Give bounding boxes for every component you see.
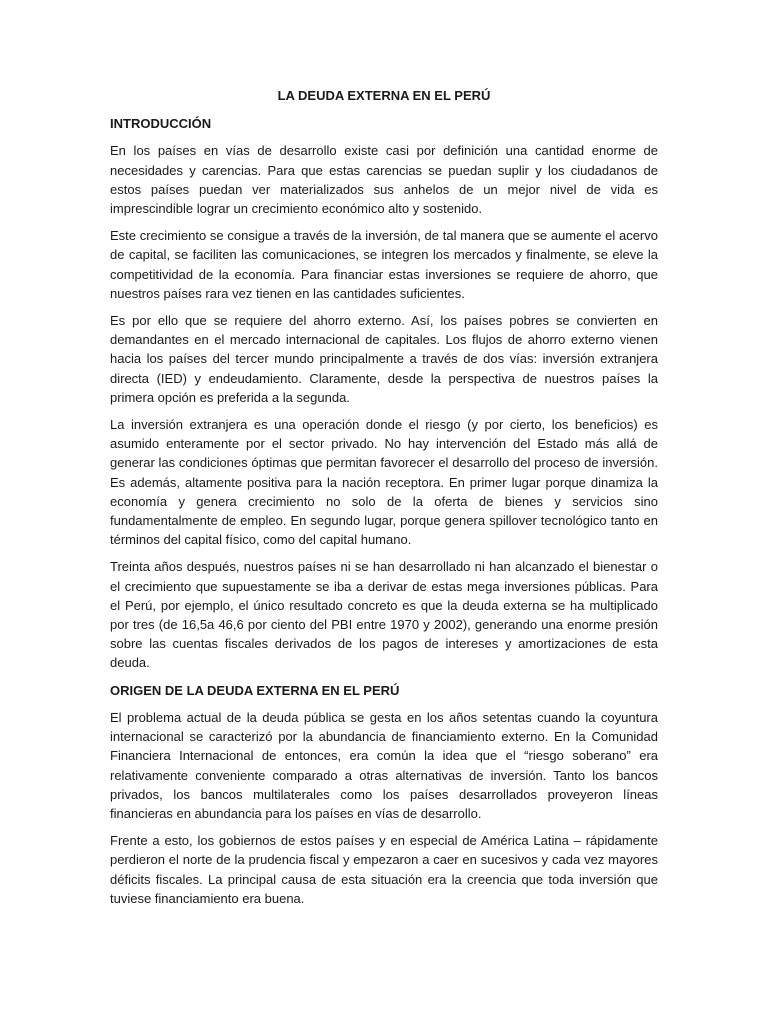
paragraph: Frente a esto, los gobiernos de estos países y en especial de América Latina – rápidamente perdieron el norte de la prudencia fiscal y empezaron a caer en sucesivos y cada vez mayores déficits fiscales. La principal causa de esta situación era la creencia que toda inversión que tuviese financiamiento era buena.	[110, 833, 658, 906]
section-origen	[110, 681, 658, 908]
document-title: LA DEUDA EXTERNA EN EL PERÚ	[277, 88, 491, 103]
paragraph: Este crecimiento se consigue a través de la inversión, de tal manera que se aumente el acervo de capital, se faciliten las comunicaciones, se integren los mercados y finalmente, se eleve la competitividad de la economía. Para financiar estas inversiones se requiere de ahorro, que nuestros países rara vez tienen en las cantidades suficientes.	[110, 228, 658, 301]
paragraph: En los países en vías de desarrollo existe casi por definición una cantidad enorme de necesidades y carencias. Para que estas carencias se puedan suplir y los ciudadanos de estos países puedan ver materializados sus anhelos de un mejor nivel de vida es imprescindible lograr un crecimiento económico alto y sostenido.	[110, 143, 658, 217]
document-page	[110, 86, 658, 916]
section-heading: ORIGEN DE LA DEUDA EXTERNA EN EL PERÚ	[110, 682, 400, 698]
paragraph: La inversión extranjera es una operación donde el riesgo (y por cierto, los beneficios) es asumido enteramente por el sector privado. No hay intervención del Estado más allá de generar las condiciones óptimas que permitan favorecer el desarrollo del proceso de inversión. Es además, altamente positiva para la nación receptora. En primer lugar porque dinamiza la economía y genera crecimiento no solo de la oferta de bienes y servicios sino fundamentalmente de empleo. En segundo lugar, porque genera spillover tecnológico tanto en términos del capital físico, como del capital humano.	[110, 417, 658, 548]
section-heading: INTRODUCCIÓN	[110, 116, 212, 132]
section-introduccion	[110, 114, 658, 672]
paragraph: Es por ello que se requiere del ahorro externo. Así, los países pobres se convierten en demandantes en el mercado internacional de capitales. Los flujos de ahorro externo vienen hacia los países del tercer mundo principalmente a través de dos vías: inversión extranjera directa (IED) y endeudamiento. Claramente, desde la perspectiva de nuestros países la primera opción es preferida a la segunda.	[110, 313, 658, 405]
paragraph: El problema actual de la deuda pública se gesta en los años setentas cuando la coyuntura internacional se caracterizó por la abundancia de financiamiento externo. En la Comunidad Financiera Internacional de entonces, era común la idea que el “riesgo soberano” era relativamente conveniente comparado a otras alternativas de inversión. Tanto los bancos privados, los bancos multilaterales como los países desarrollados proveyeron líneas financieras en abundancia para los países en vías de desarrollo.	[110, 709, 658, 821]
paragraph: Treinta años después, nuestros países ni se han desarrollado ni han alcanzado el bienestar o el crecimiento que supuestamente se iba a derivar de estas mega inversiones públicas. Para el Perú, por ejemplo, el único resultado concreto es que la deuda externa se ha multiplicado por tres (de 16,5a 46,6 por ciento del PBI entre 1970 y 2002), generando una enorme presión sobre las cuentas fiscales derivados de los pagos de intereses y amortizaciones de esta deuda.	[110, 559, 658, 671]
